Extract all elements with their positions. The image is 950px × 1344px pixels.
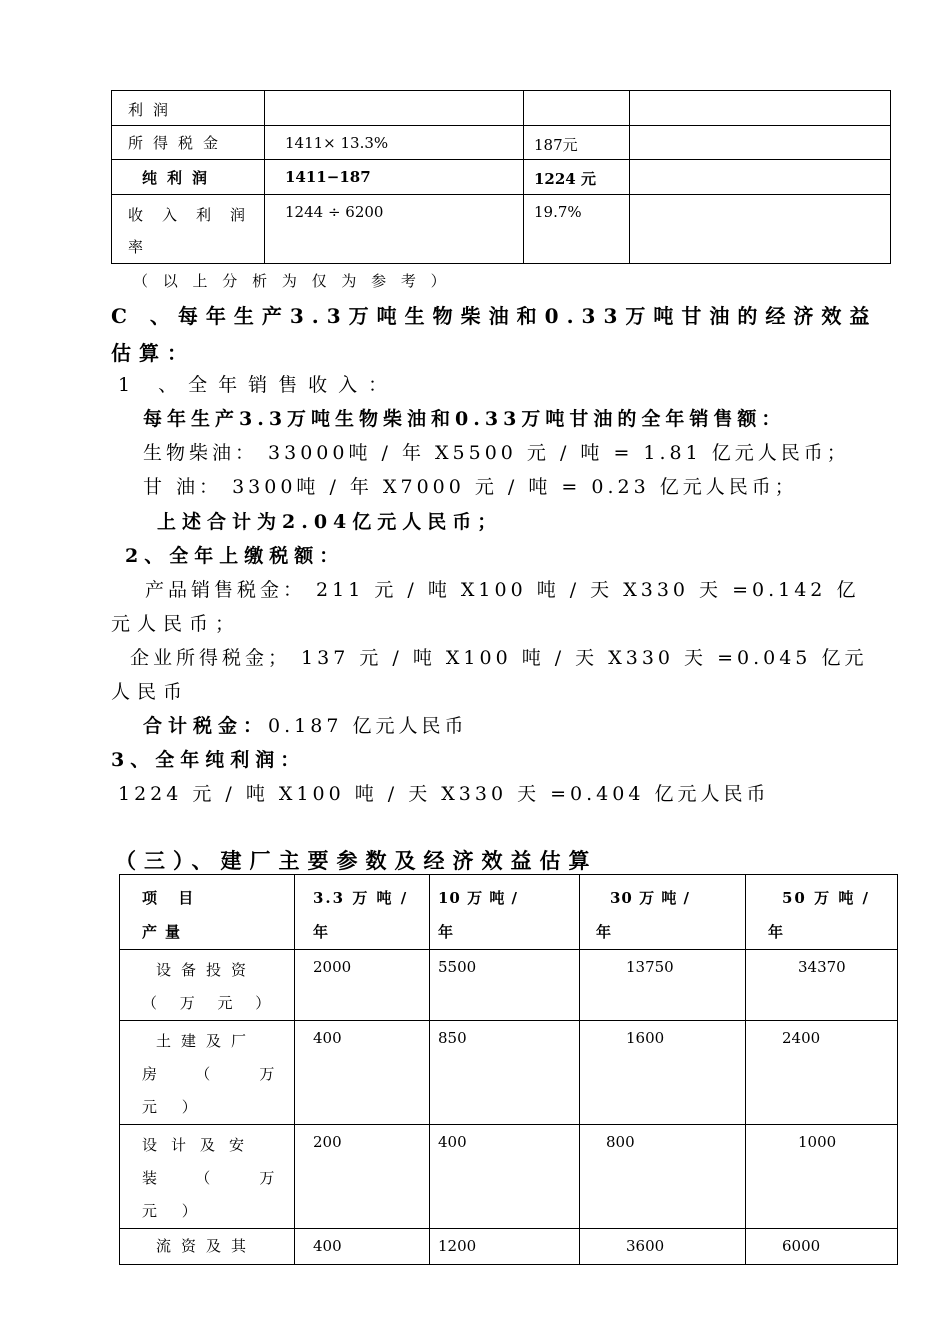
table-row [112, 160, 891, 195]
formula-cell: 1244 ÷ 6200 [285, 203, 384, 221]
table-row [120, 1229, 898, 1265]
table-row [120, 1125, 898, 1229]
note-cell [630, 91, 890, 99]
result-cell: 187元 [534, 136, 578, 154]
item2-sales-tax-line-cont: 元人民币； [111, 613, 242, 635]
item3-line: 1224 元 / 吨 X100 吨 / 天 X330 天 =0.404 亿元人民币 [118, 783, 770, 805]
item1-glycerin-line: 甘 油： 3300吨 / 年 X7000 元 / 吨 = 0.23 亿元人民币； [143, 476, 798, 498]
value-cell: 800 [606, 1133, 635, 1151]
row-label-net-profit: 纯利润 [142, 169, 218, 187]
formula-cell: 1411× 13.3% [285, 134, 389, 152]
header-col-30-unit: 年 [596, 923, 612, 941]
row-label-income-profit-rate-cont: 率 [128, 238, 154, 256]
value-cell: 6000 [782, 1237, 821, 1255]
formula-cell [265, 91, 523, 99]
header-col-10: 10 万 吨 / [438, 889, 519, 907]
note-cell [630, 160, 890, 168]
header-item-label: 项 目 [142, 889, 202, 907]
row-label-income-tax: 所得税金 [128, 134, 229, 152]
header-col-10-unit: 年 [438, 923, 454, 941]
value-cell: 34370 [798, 958, 846, 976]
value-cell: 1200 [438, 1237, 477, 1255]
item3-title: 3、全年纯利润： [111, 749, 306, 771]
section-3-title: （三）、建厂主要参数及经济效益估算 [115, 848, 598, 873]
row-label-construction-cont: 房 （ 万 [142, 1065, 281, 1083]
value-cell: 400 [438, 1133, 467, 1151]
item2-total-label: 合计税金： [143, 715, 269, 737]
header-col-33: 3.3 万 吨 / [313, 889, 409, 907]
value-cell: 3600 [626, 1237, 665, 1255]
row-label-equipment: 设备投资 [156, 961, 257, 979]
item1-title: 1 、全年销售收入： [118, 374, 399, 396]
item1-biodiesel-line: 生物柴油： 33000吨 / 年 X5500 元 / 吨 = 1.81 亿元人民币； [143, 442, 850, 464]
row-label-income-profit-rate: 收入利润 [128, 206, 265, 224]
item2-total-line [143, 711, 467, 738]
row-label-design-install: 设计及安 [142, 1136, 259, 1154]
item2-income-tax-line-cont: 人民币 [111, 681, 190, 703]
row-label-construction-unit: 元 ） [142, 1098, 207, 1116]
value-cell: 400 [313, 1029, 342, 1047]
section-c-title: C 、每年生产3.3万吨生物柴油和0.33万吨甘油的经济效益 [111, 304, 878, 328]
reference-note: （ 以 上 分 析 为 仅 为 参 考 ） [133, 272, 451, 290]
header-col-50: 50 万 吨 / [782, 889, 871, 907]
value-cell: 400 [313, 1237, 342, 1255]
value-cell: 2400 [782, 1029, 821, 1047]
item2-title: 2、全年上缴税额： [125, 545, 345, 567]
value-cell: 13750 [626, 958, 674, 976]
table-header-row [120, 875, 898, 950]
item2-total-value: 0.187 亿元人民币 [268, 715, 468, 737]
header-col-50-unit: 年 [768, 923, 784, 941]
row-label-equipment-unit: （ 万 元 ） [142, 994, 280, 1012]
formula-cell: 1411−187 [285, 168, 371, 186]
value-cell: 200 [313, 1133, 342, 1151]
table-row [112, 195, 891, 264]
value-cell: 850 [438, 1029, 467, 1047]
row-label-profit: 利润 [128, 101, 179, 119]
header-col-33-unit: 年 [313, 923, 329, 941]
result-cell: 1224 元 [534, 170, 596, 188]
table-row [112, 91, 891, 126]
table-row [112, 126, 891, 160]
item2-income-tax-line: 企业所得税金； 137 元 / 吨 X100 吨 / 天 X330 天 =0.045 亿元 [130, 647, 868, 669]
profit-table [111, 90, 891, 264]
value-cell: 1000 [798, 1133, 837, 1151]
item2-sales-tax-line: 产品销售税金： 211 元 / 吨 X100 吨 / 天 X330 天 =0.142 亿 [145, 579, 860, 601]
result-cell [524, 91, 629, 99]
row-label-design-install-cont: 装 （ 万 [142, 1169, 281, 1187]
header-col-30: 30 万 吨 / [610, 889, 691, 907]
item1-total-line: 上述合计为2.04亿元人民币； [157, 511, 503, 533]
row-label-working-capital: 流资及其 [156, 1237, 257, 1255]
table-row [120, 1021, 898, 1125]
plant-parameters-table [119, 874, 898, 1265]
value-cell: 5500 [438, 958, 477, 976]
item1-bold-line: 每年生产3.3万吨生物柴油和0.33万吨甘油的全年销售额： [143, 408, 786, 430]
note-cell [630, 126, 890, 134]
row-label-design-install-unit: 元 ） [142, 1202, 207, 1220]
note-cell [630, 195, 890, 203]
section-c-title-cont: 估算： [111, 341, 195, 365]
value-cell: 1600 [626, 1029, 665, 1047]
row-label-construction: 土建及厂 [156, 1032, 257, 1050]
result-cell: 19.7% [534, 203, 582, 221]
table-row [120, 950, 898, 1021]
value-cell: 2000 [313, 958, 352, 976]
header-output-label: 产量 [142, 923, 189, 941]
